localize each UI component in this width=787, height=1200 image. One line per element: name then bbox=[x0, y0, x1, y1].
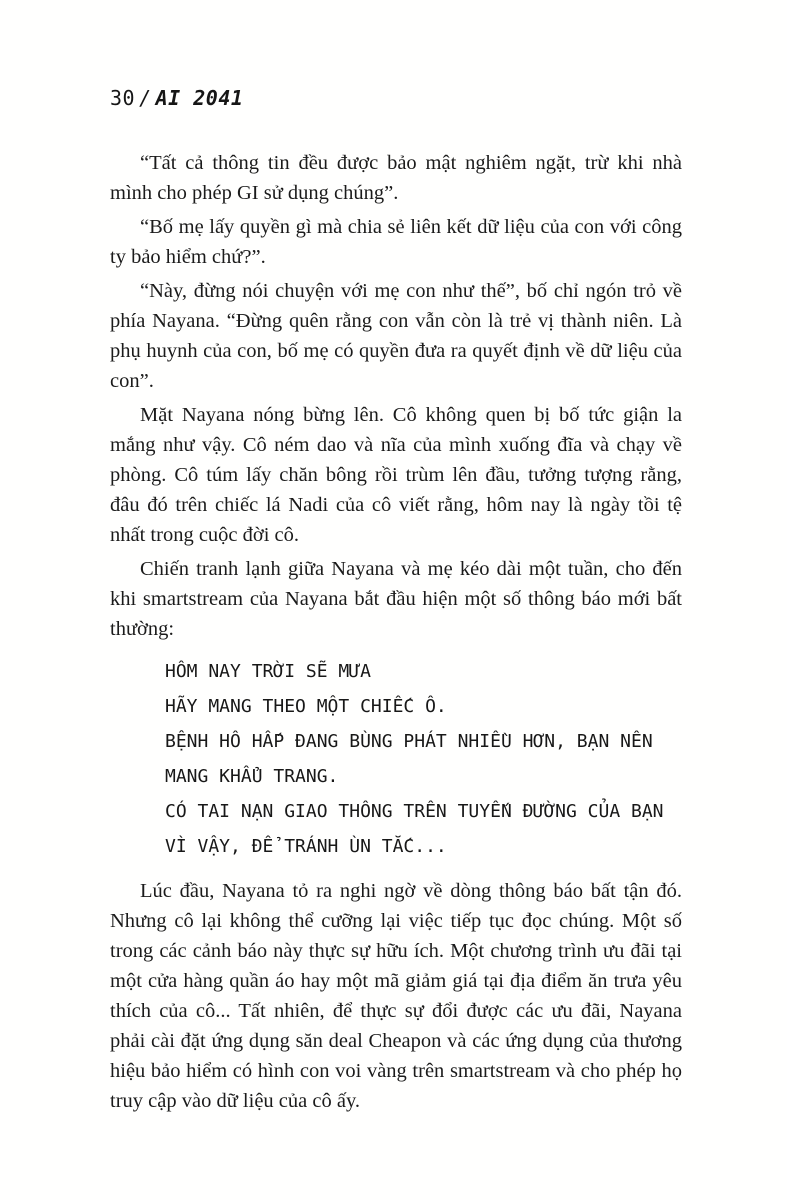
paragraph-dialog-3: “Này, đừng nói chuyện với mẹ con như thế”, bố chỉ ngón trỏ về phía Nayana. “Đừng quên rằng con vẫn còn là trẻ vị thành niên. Là phụ huynh của con, bố mẹ có quyền đưa ra quyết định về dữ liệu của con”. bbox=[110, 280, 682, 392]
paragraph-dialog-1: “Tất cả thông tin đều được bảo mật nghiêm ngặt, trừ khi nhà mình cho phép GI sử dụng chúng”. bbox=[110, 152, 682, 204]
notification-line: MANG KHẨU TRANG. bbox=[165, 766, 339, 787]
page-number: 30 bbox=[110, 86, 136, 110]
page-body bbox=[110, 148, 682, 1116]
notification-line: BỆNH HÔ HẤP ĐANG BÙNG PHÁT NHIỀU HƠN, BẠN NÊN bbox=[165, 731, 653, 752]
paragraph-narration-2: Chiến tranh lạnh giữa Nayana và mẹ kéo dài một tuần, cho đến khi smartstream của Nayana bắt đầu hiện một số thông báo mới bất thường: bbox=[110, 558, 682, 640]
paragraph-dialog-2: “Bố mẹ lấy quyền gì mà chia sẻ liên kết dữ liệu của con với công ty bảo hiểm chứ?”. bbox=[110, 216, 682, 268]
notification-block bbox=[165, 654, 682, 864]
header-separator: / bbox=[139, 86, 152, 110]
notification-line: CÓ TAI NẠN GIAO THÔNG TRÊN TUYẾN ĐƯỜNG CỦA BẠN bbox=[165, 801, 664, 822]
notification-line: HÃY MANG THEO MỘT CHIẾC Ô. bbox=[165, 696, 447, 717]
notification-line: VÌ VẬY, ĐỂ TRÁNH ÙN TẮC... bbox=[165, 836, 447, 857]
paragraph-narration-1: Mặt Nayana nóng bừng lên. Cô không quen bị bố tức giận la mắng như vậy. Cô ném dao và nĩa của mình xuống đĩa và chạy về phòng. Cô túm lấy chăn bông rồi trùm lên đầu, tưởng tượng rằng, đâu đó trên chiếc lá Nadi của cô viết rằng, hôm nay là ngày tồi tệ nhất trong cuộc đời cô. bbox=[110, 404, 682, 546]
page-header bbox=[110, 86, 682, 110]
book-title: AI 2041 bbox=[155, 86, 244, 110]
notification-line: HÔM NAY TRỜI SẼ MƯA bbox=[165, 661, 371, 682]
paragraph-narration-3: Lúc đầu, Nayana tỏ ra nghi ngờ về dòng thông báo bất tận đó. Nhưng cô lại không thể cưỡng lại việc tiếp tục đọc chúng. Một số trong các cảnh báo này thực sự hữu ích. Một chương trình ưu đãi tại một cửa hàng quần áo hay một mã giảm giá tại địa điểm ăn trưa yêu thích của cô... Tất nhiên, để thực sự đổi được các ưu đãi, Nayana phải cài đặt ứng dụng săn deal Cheapon và các ứng dụng của thương hiệu bảo hiểm có hình con voi vàng trên smartstream và cho phép họ truy cập vào dữ liệu của cô ấy. bbox=[110, 880, 682, 1112]
